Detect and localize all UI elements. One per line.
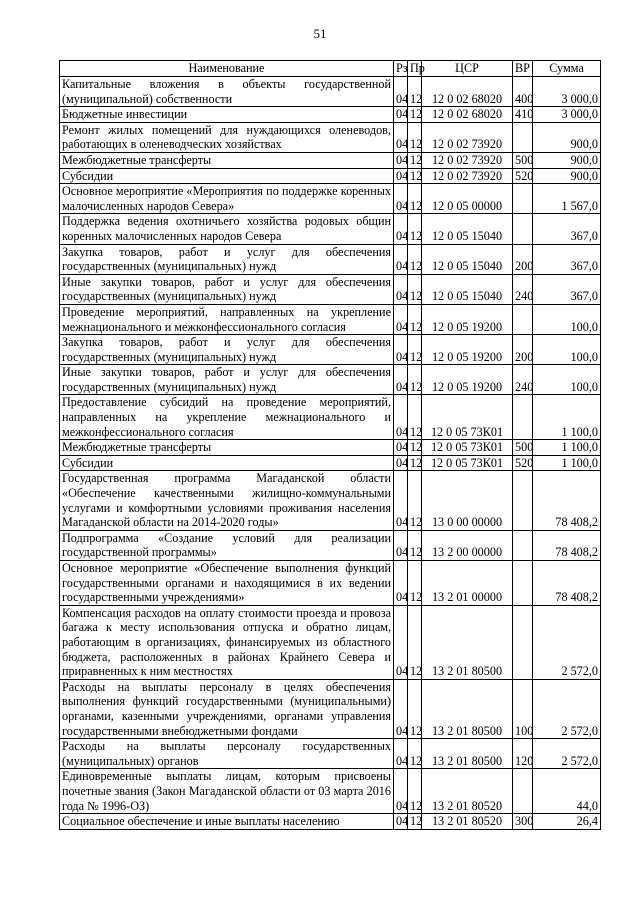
cell-vr: 240: [513, 274, 533, 304]
cell-csr: 13 2 01 80500: [422, 605, 513, 679]
cell-vr: [513, 471, 533, 530]
cell-vr: 410: [513, 107, 533, 123]
table-row: [60, 77, 601, 107]
table-row: [60, 679, 601, 738]
cell-sum: 78 408,2: [533, 530, 601, 560]
table-row: [60, 122, 601, 152]
cell-pr: 12: [408, 214, 422, 244]
cell-rz: 04: [394, 605, 408, 679]
table-row: [60, 184, 601, 214]
cell-rz: 04: [394, 168, 408, 184]
cell-sum: 1 100,0: [533, 455, 601, 471]
cell-sum: 1 100,0: [533, 440, 601, 456]
table-row: [60, 107, 601, 123]
cell-pr: 12: [408, 274, 422, 304]
cell-csr: 13 2 01 80520: [422, 769, 513, 814]
cell-name: Основное мероприятие «Обеспечение выполнения функций государственными органами и находящимися в их ведении государственными учреждениями»: [60, 561, 394, 606]
cell-sum: 367,0: [533, 244, 601, 274]
table-row: [60, 274, 601, 304]
cell-sum: 100,0: [533, 304, 601, 334]
cell-sum: 367,0: [533, 274, 601, 304]
cell-rz: 04: [394, 814, 408, 830]
cell-csr: 12 0 02 68020: [422, 77, 513, 107]
cell-csr: 12 0 05 19200: [422, 304, 513, 334]
cell-rz: 04: [394, 440, 408, 456]
cell-vr: 200: [513, 335, 533, 365]
cell-sum: 78 408,2: [533, 471, 601, 530]
cell-pr: 12: [408, 739, 422, 769]
cell-sum: 900,0: [533, 122, 601, 152]
cell-rz: 04: [394, 152, 408, 168]
cell-pr: 12: [408, 77, 422, 107]
cell-pr: 12: [408, 244, 422, 274]
cell-pr: 12: [408, 561, 422, 606]
table-row: [60, 168, 601, 184]
cell-sum: 26,4: [533, 814, 601, 830]
cell-rz: 04: [394, 122, 408, 152]
cell-rz: 04: [394, 530, 408, 560]
cell-csr: 13 2 01 80500: [422, 679, 513, 738]
cell-sum: 367,0: [533, 214, 601, 244]
cell-name: Единовременные выплаты лицам, которым присвоены почетные звания (Закон Магаданской области от 03 марта 2016 года № 1996-ОЗ): [60, 769, 394, 814]
cell-rz: 04: [394, 184, 408, 214]
cell-vr: 500: [513, 152, 533, 168]
cell-sum: 2 572,0: [533, 679, 601, 738]
table-row: [60, 335, 601, 365]
header-vr: ВР: [513, 61, 533, 77]
cell-vr: 520: [513, 168, 533, 184]
cell-sum: 2 572,0: [533, 605, 601, 679]
cell-sum: 3 000,0: [533, 107, 601, 123]
cell-name: Иные закупки товаров, работ и услуг для обеспечения государственных (муниципальных) нужд: [60, 274, 394, 304]
cell-rz: 04: [394, 455, 408, 471]
cell-name: Закупка товаров, работ и услуг для обеспечения государственных (муниципальных) нужд: [60, 244, 394, 274]
cell-name: Субсидии: [60, 168, 394, 184]
cell-vr: [513, 304, 533, 334]
cell-rz: 04: [394, 739, 408, 769]
header-pr: Пр: [408, 61, 422, 77]
cell-pr: 12: [408, 365, 422, 395]
cell-vr: 100: [513, 679, 533, 738]
cell-vr: [513, 769, 533, 814]
cell-rz: 04: [394, 244, 408, 274]
table-row: [60, 455, 601, 471]
cell-sum: 100,0: [533, 335, 601, 365]
cell-pr: 12: [408, 395, 422, 440]
cell-rz: 04: [394, 365, 408, 395]
cell-sum: 1 567,0: [533, 184, 601, 214]
cell-name: Ремонт жилых помещений для нуждающихся оленеводов, работающих в оленеводческих хозяйствах: [60, 122, 394, 152]
cell-name: Расходы на выплаты персоналу государственных (муниципальных) органов: [60, 739, 394, 769]
cell-vr: [513, 395, 533, 440]
cell-name: Подпрограмма «Создание условий для реализации государственной программы»: [60, 530, 394, 560]
cell-sum: 1 100,0: [533, 395, 601, 440]
cell-vr: [513, 214, 533, 244]
header-rz: Рз: [394, 61, 408, 77]
cell-csr: 13 2 01 80500: [422, 739, 513, 769]
header-name: Наименование: [60, 61, 394, 77]
cell-pr: 12: [408, 471, 422, 530]
cell-name: Субсидии: [60, 455, 394, 471]
cell-name: Закупка товаров, работ и услуг для обеспечения государственных (муниципальных) нужд: [60, 335, 394, 365]
cell-pr: 12: [408, 530, 422, 560]
cell-pr: 12: [408, 122, 422, 152]
cell-csr: 12 0 05 73К01: [422, 455, 513, 471]
cell-csr: 12 0 02 73920: [422, 152, 513, 168]
cell-vr: 200: [513, 244, 533, 274]
cell-rz: 04: [394, 679, 408, 738]
table-row: [60, 471, 601, 530]
cell-sum: 78 408,2: [533, 561, 601, 606]
header-sum: Сумма: [533, 61, 601, 77]
cell-pr: 12: [408, 184, 422, 214]
cell-csr: 12 0 02 73920: [422, 122, 513, 152]
cell-vr: [513, 184, 533, 214]
cell-name: Межбюджетные трансферты: [60, 440, 394, 456]
cell-vr: 300: [513, 814, 533, 830]
table-row: [60, 244, 601, 274]
cell-name: Компенсация расходов на оплату стоимости проезда и провоза багажа к месту использования отпуска и обратно лицам, работающим в организациях, финансируемых из областного бюджета, расположенных в районах Крайнего Севера и приравненных к ним местностях: [60, 605, 394, 679]
table-row: [60, 365, 601, 395]
table-body: [60, 77, 601, 830]
cell-pr: 12: [408, 440, 422, 456]
cell-sum: 900,0: [533, 152, 601, 168]
cell-vr: 120: [513, 739, 533, 769]
cell-csr: 12 0 05 15040: [422, 274, 513, 304]
cell-name: Поддержка ведения охотничьего хозяйства родовых общин коренных малочисленных народов Севера: [60, 214, 394, 244]
cell-pr: 12: [408, 304, 422, 334]
cell-sum: 900,0: [533, 168, 601, 184]
cell-csr: 12 0 05 73К01: [422, 440, 513, 456]
cell-csr: 12 0 05 73К01: [422, 395, 513, 440]
table-row: [60, 814, 601, 830]
cell-name: Государственная программа Магаданской области «Обеспечение качественными жилищно-коммунальными услугами и комфортными условиями проживания населения Магаданской области на 2014-2020 годы»: [60, 471, 394, 530]
cell-csr: 12 0 05 00000: [422, 184, 513, 214]
cell-name: Предоставление субсидий на проведение мероприятий, направленных на укрепление межнационального и межконфессионального согласия: [60, 395, 394, 440]
table-row: [60, 304, 601, 334]
cell-vr: 520: [513, 455, 533, 471]
cell-rz: 04: [394, 214, 408, 244]
table-row: [60, 152, 601, 168]
cell-sum: 44,0: [533, 769, 601, 814]
cell-pr: 12: [408, 152, 422, 168]
table-header-row: [60, 61, 601, 77]
cell-pr: 12: [408, 679, 422, 738]
table-row: [60, 769, 601, 814]
cell-pr: 12: [408, 814, 422, 830]
cell-vr: [513, 561, 533, 606]
cell-name: Межбюджетные трансферты: [60, 152, 394, 168]
cell-csr: 12 0 05 15040: [422, 244, 513, 274]
cell-sum: 100,0: [533, 365, 601, 395]
cell-rz: 04: [394, 561, 408, 606]
cell-csr: 12 0 02 68020: [422, 107, 513, 123]
cell-name: Расходы на выплаты персоналу в целях обеспечения выполнения функций государственными (муниципальными) органами, казенными учреждениями, органами управления государственными внебюджетными фондами: [60, 679, 394, 738]
cell-csr: 12 0 05 15040: [422, 214, 513, 244]
cell-csr: 13 2 01 00000: [422, 561, 513, 606]
table-row: [60, 605, 601, 679]
header-csr: ЦСР: [422, 61, 513, 77]
cell-pr: 12: [408, 769, 422, 814]
table-row: [60, 530, 601, 560]
page-number: 51: [313, 26, 327, 41]
budget-table: [59, 60, 601, 830]
cell-vr: [513, 530, 533, 560]
cell-name: Иные закупки товаров, работ и услуг для обеспечения государственных (муниципальных) нужд: [60, 365, 394, 395]
cell-name: Бюджетные инвестиции: [60, 107, 394, 123]
cell-vr: [513, 605, 533, 679]
cell-csr: 13 2 00 00000: [422, 530, 513, 560]
cell-name: Социальное обеспечение и иные выплаты населению: [60, 814, 394, 830]
table-row: [60, 739, 601, 769]
table-row: [60, 214, 601, 244]
cell-rz: 04: [394, 304, 408, 334]
table-row: [60, 440, 601, 456]
cell-csr: 13 0 00 00000: [422, 471, 513, 530]
cell-rz: 04: [394, 395, 408, 440]
cell-vr: 240: [513, 365, 533, 395]
cell-name: Проведение мероприятий, направленных на укрепление межнационального и межконфессионального согласия: [60, 304, 394, 334]
cell-rz: 04: [394, 107, 408, 123]
cell-rz: 04: [394, 77, 408, 107]
cell-pr: 12: [408, 455, 422, 471]
cell-rz: 04: [394, 471, 408, 530]
cell-pr: 12: [408, 605, 422, 679]
cell-rz: 04: [394, 274, 408, 304]
cell-vr: 500: [513, 440, 533, 456]
cell-sum: 3 000,0: [533, 77, 601, 107]
cell-pr: 12: [408, 168, 422, 184]
cell-csr: 12 0 05 19200: [422, 335, 513, 365]
cell-pr: 12: [408, 335, 422, 365]
cell-csr: 12 0 05 19200: [422, 365, 513, 395]
cell-sum: 2 572,0: [533, 739, 601, 769]
table-row: [60, 395, 601, 440]
cell-pr: 12: [408, 107, 422, 123]
cell-rz: 04: [394, 769, 408, 814]
table-row: [60, 561, 601, 606]
cell-rz: 04: [394, 335, 408, 365]
cell-csr: 12 0 02 73920: [422, 168, 513, 184]
cell-csr: 13 2 01 80520: [422, 814, 513, 830]
cell-name: Капитальные вложения в объекты государственной (муниципальной) собственности: [60, 77, 394, 107]
cell-vr: 400: [513, 77, 533, 107]
cell-vr: [513, 122, 533, 152]
cell-name: Основное мероприятие «Мероприятия по поддержке коренных малочисленных народов Севера»: [60, 184, 394, 214]
